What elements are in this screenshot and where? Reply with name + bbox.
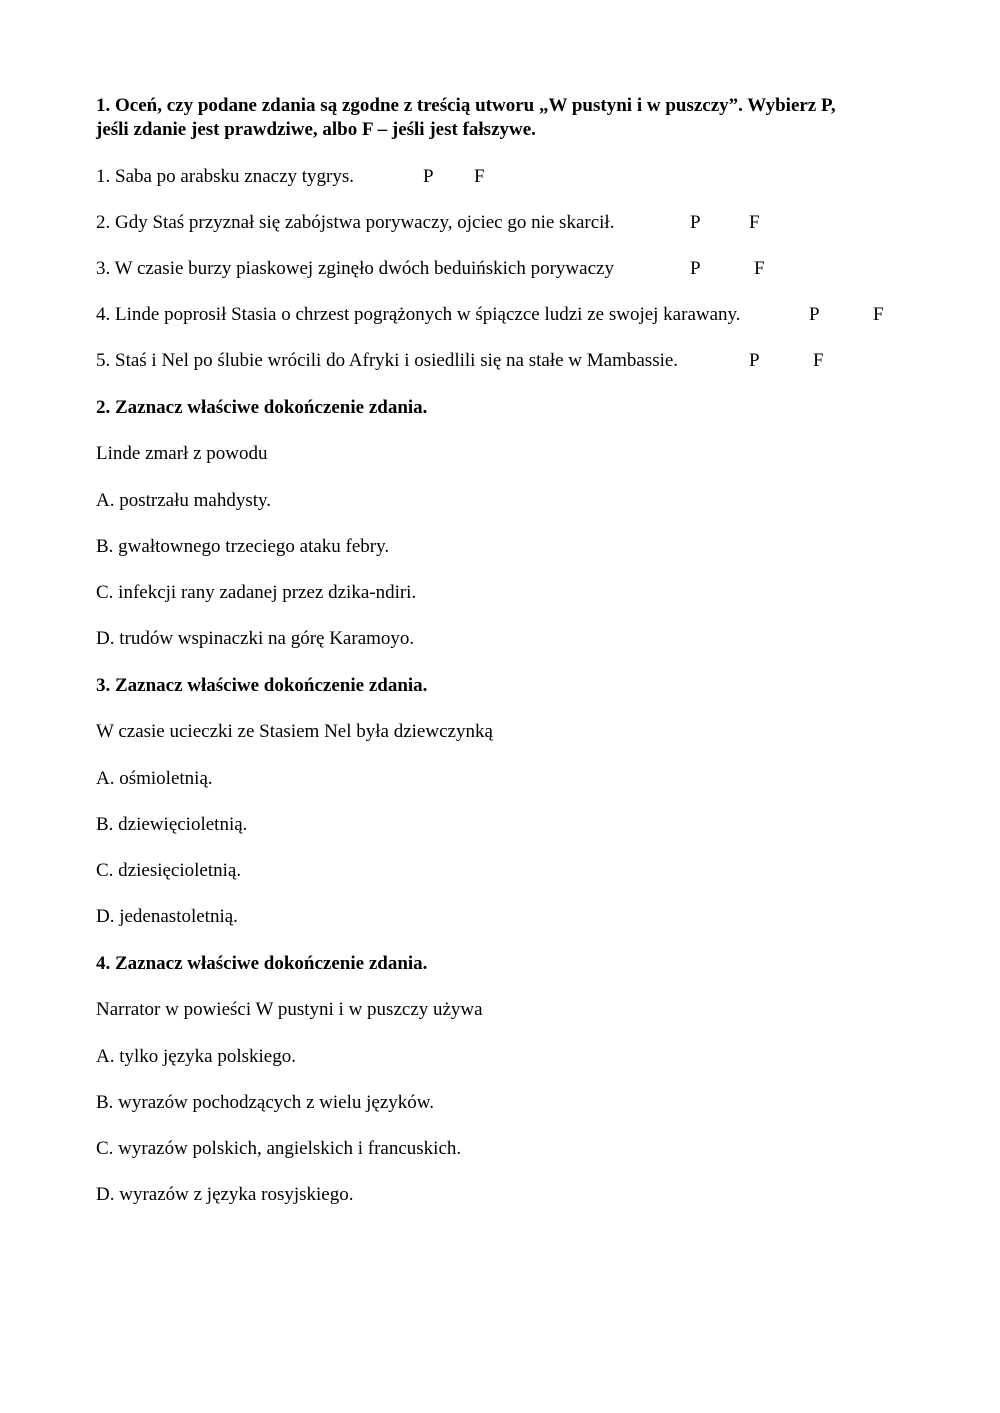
q1-statement-4-false-option[interactable]: F	[873, 304, 884, 325]
q4-option-c[interactable]: C. wyrazów polskich, angielskich i francuskich.	[96, 1138, 462, 1159]
q2-option-d[interactable]: D. trudów wspinaczki na górę Karamoyo.	[96, 628, 415, 649]
q1-statement-2: 2. Gdy Staś przyznał się zabójstwa porywaczy, ojciec go nie skarcił.	[96, 212, 615, 233]
q4-stem: Narrator w powieści W pustyni i w puszczy używa	[96, 999, 483, 1020]
q2-option-b[interactable]: B. gwałtownego trzeciego ataku febry.	[96, 536, 390, 557]
q1-title-line1: 1. Oceń, czy podane zdania są zgodne z treścią utworu „W pustyni i w puszczy”. Wybierz P,	[96, 95, 836, 116]
q4-title: 4. Zaznacz właściwe dokończenie zdania.	[96, 953, 428, 974]
q1-statement-5-true-option[interactable]: P	[749, 350, 760, 371]
q3-stem: W czasie ucieczki ze Stasiem Nel była dziewczynką	[96, 721, 493, 742]
q1-statement-5: 5. Staś i Nel po ślubie wrócili do Afryki i osiedlili się na stałe w Mambassie.	[96, 350, 679, 371]
q1-statement-3-true-option[interactable]: P	[690, 258, 701, 279]
q4-option-d[interactable]: D. wyrazów z języka rosyjskiego.	[96, 1184, 354, 1205]
q2-title: 2. Zaznacz właściwe dokończenie zdania.	[96, 397, 428, 418]
q1-statement-1: 1. Saba po arabsku znaczy tygrys.	[96, 166, 355, 187]
q1-statement-4-true-option[interactable]: P	[809, 304, 820, 325]
q3-option-b[interactable]: B. dziewięcioletnią.	[96, 814, 248, 835]
q1-statement-1-false-option[interactable]: F	[474, 166, 485, 187]
q1-statement-2-true-option[interactable]: P	[690, 212, 701, 233]
q1-title-line2: jeśli zdanie jest prawdziwe, albo F – jeśli jest fałszywe.	[96, 119, 536, 140]
q4-option-a[interactable]: A. tylko języka polskiego.	[96, 1046, 296, 1067]
q2-stem: Linde zmarł z powodu	[96, 443, 268, 464]
q1-statement-3: 3. W czasie burzy piaskowej zginęło dwóch beduińskich porywaczy	[96, 258, 614, 279]
q3-option-d[interactable]: D. jedenastoletnią.	[96, 906, 238, 927]
q1-statement-1-true-option[interactable]: P	[423, 166, 434, 187]
q1-statement-2-false-option[interactable]: F	[749, 212, 760, 233]
q1-statement-3-false-option[interactable]: F	[754, 258, 765, 279]
q1-statement-4: 4. Linde poprosił Stasia o chrzest pogrążonych w śpiączce ludzi ze swojej karawany.	[96, 304, 741, 325]
q3-title: 3. Zaznacz właściwe dokończenie zdania.	[96, 675, 428, 696]
q3-option-a[interactable]: A. ośmioletnią.	[96, 768, 213, 789]
q2-option-c[interactable]: C. infekcji rany zadanej przez dzika-ndiri.	[96, 582, 417, 603]
q1-statement-5-false-option[interactable]: F	[813, 350, 824, 371]
q4-option-b[interactable]: B. wyrazów pochodzących z wielu języków.	[96, 1092, 435, 1113]
q2-option-a[interactable]: A. postrzału mahdysty.	[96, 490, 272, 511]
q3-option-c[interactable]: C. dziesięcioletnią.	[96, 860, 242, 881]
